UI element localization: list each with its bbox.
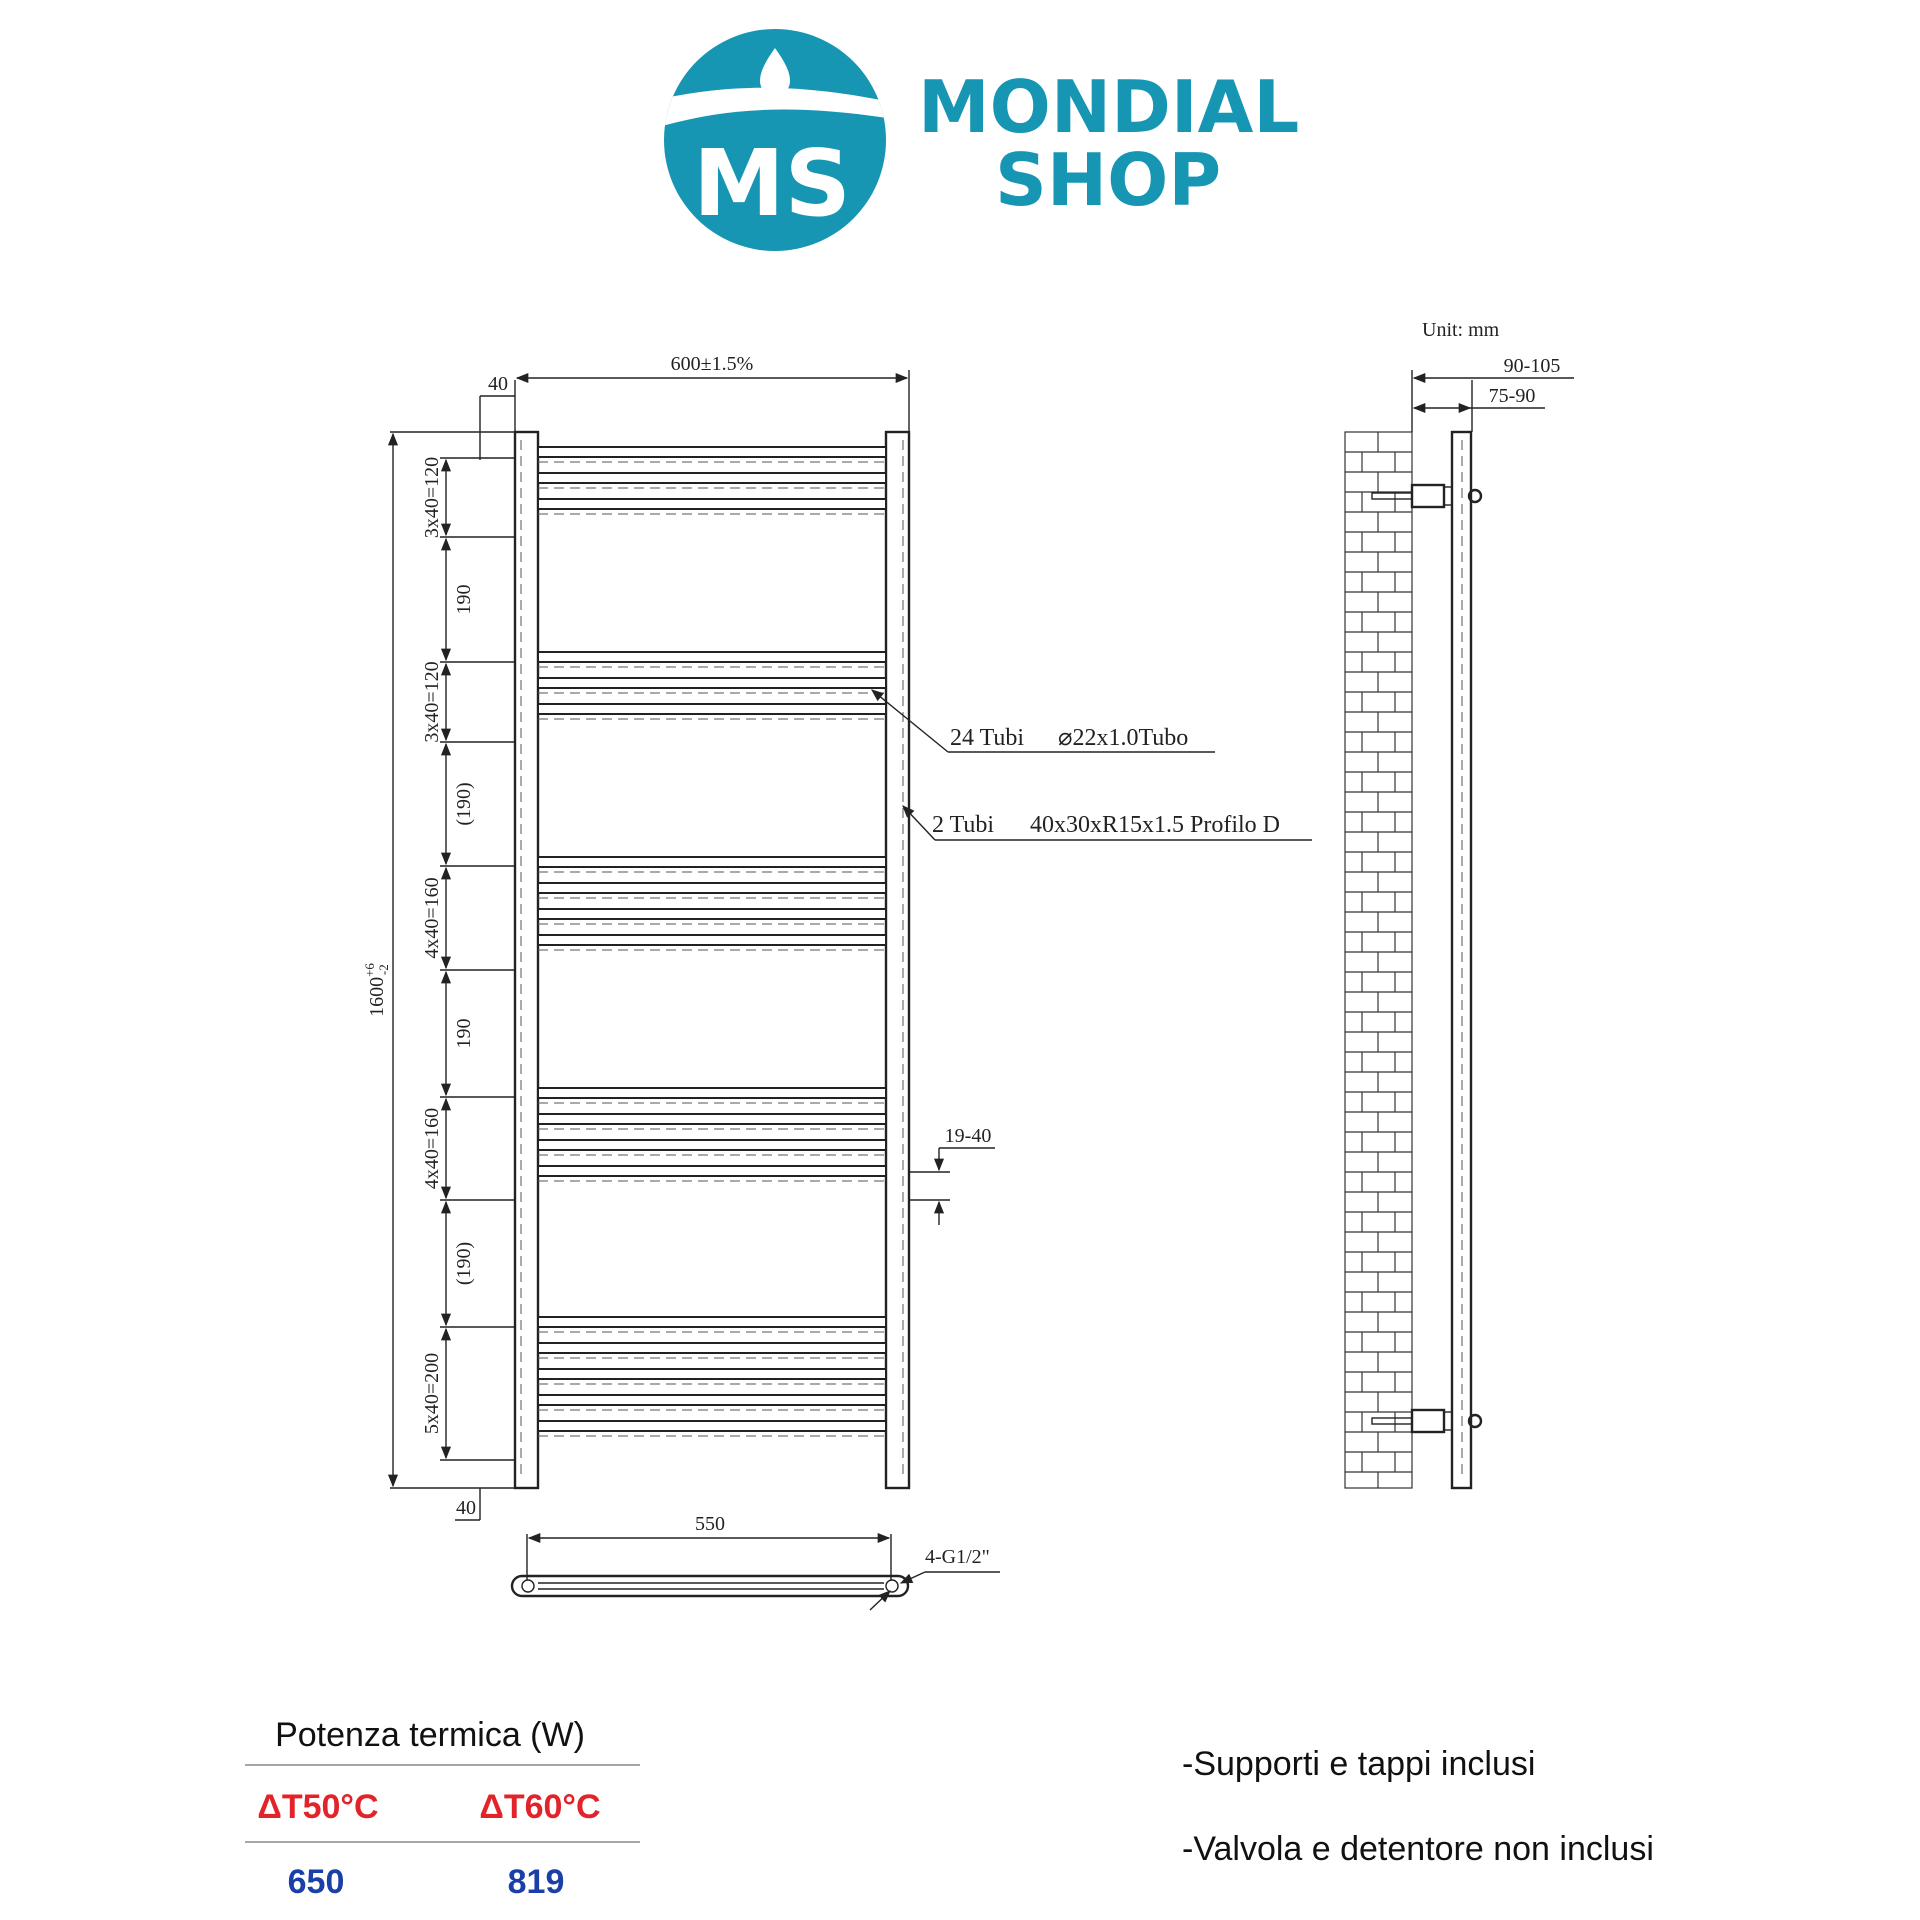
dim-bottom-offset: 40	[456, 1497, 476, 1519]
dim-top-offset: 40	[488, 373, 508, 395]
logo-word-mondial: MONDIAL	[918, 65, 1300, 149]
thermal-header-dt60: ΔT60°C	[479, 1788, 601, 1826]
wall-icon	[1345, 432, 1412, 1488]
bracket-bottom	[1372, 1410, 1481, 1432]
left-collector	[515, 432, 538, 1488]
bracket-top	[1372, 485, 1481, 507]
height-tol-upper: +6	[362, 963, 377, 977]
logo-monogram: MS	[693, 130, 851, 237]
tube	[538, 1317, 886, 1327]
brand-logo	[655, 29, 1299, 251]
tube	[538, 1395, 886, 1405]
segment-dim-label: 190	[453, 1018, 475, 1049]
thermal-table-title: Potenza termica (W)	[275, 1716, 585, 1754]
tube	[538, 857, 886, 867]
thermal-header-dt50: ΔT50°C	[257, 1788, 379, 1826]
callout-profile-count: 2 Tubi	[932, 812, 995, 838]
segment-dim-label: 5x40=200	[421, 1352, 443, 1435]
callout-tubes-count: 24 Tubi	[950, 725, 1025, 751]
thermal-value-dt60: 819	[507, 1863, 565, 1901]
thermal-table	[245, 1716, 640, 1901]
dim-depth-inner: 75-90	[1488, 385, 1536, 407]
dim-overall-height	[362, 963, 391, 1017]
tube	[538, 1369, 886, 1379]
note-valves: -Valvola e detentore non inclusi	[1182, 1830, 1654, 1868]
tube	[538, 1140, 886, 1150]
dim-overall-width: 600±1.5%	[670, 353, 754, 375]
dim-connections: 4-G1/2"	[925, 1546, 990, 1568]
height-tol-lower: -2	[376, 964, 391, 976]
connection-left-icon	[522, 1580, 534, 1592]
thermal-value-dt50: 650	[287, 1863, 345, 1901]
tube	[538, 1114, 886, 1124]
connection-right-icon	[886, 1580, 898, 1592]
logo-word-shop: SHOP	[995, 138, 1222, 222]
tube	[538, 652, 886, 662]
tube	[538, 883, 886, 893]
segment-dim-label: (190)	[453, 1241, 475, 1286]
unit-label: Unit: mm	[1422, 319, 1500, 341]
callout-profile-spec: 40x30xR15x1.5 Profilo D	[1030, 812, 1281, 838]
notes	[1182, 1745, 1654, 1868]
tube-group	[538, 447, 886, 1436]
tube	[538, 473, 886, 483]
tube	[538, 1343, 886, 1353]
callout-tubes-spec: ⌀22x1.0Tubo	[1058, 725, 1189, 751]
tube	[538, 1421, 886, 1431]
segment-dim-label: 190	[453, 584, 475, 615]
segment-dim-label: 3x40=120	[421, 661, 443, 743]
tube	[538, 935, 886, 945]
right-collector	[886, 432, 909, 1488]
segment-dimensions	[421, 457, 515, 1460]
tube	[538, 499, 886, 509]
segment-dim-label: (190)	[453, 782, 475, 826]
tube	[538, 1166, 886, 1176]
dim-depth-outer: 90-105	[1503, 355, 1561, 377]
tube	[538, 678, 886, 688]
dim-bottom-width: 550	[695, 1513, 725, 1535]
segment-dim-label: 4x40=160	[421, 877, 443, 959]
height-value: 1600	[366, 976, 388, 1017]
tube	[538, 1088, 886, 1098]
note-supports: -Supporti e tappi inclusi	[1182, 1745, 1536, 1783]
dim-wall-gap: 19-40	[944, 1125, 992, 1147]
front-view	[362, 353, 1312, 1520]
segment-dim-label: 4x40=160	[421, 1107, 443, 1190]
bottom-view	[512, 1513, 1000, 1610]
tube	[538, 909, 886, 919]
segment-dim-label: 3x40=120	[421, 456, 443, 539]
tube	[538, 704, 886, 714]
tube	[538, 447, 886, 457]
side-view	[1345, 319, 1574, 1488]
